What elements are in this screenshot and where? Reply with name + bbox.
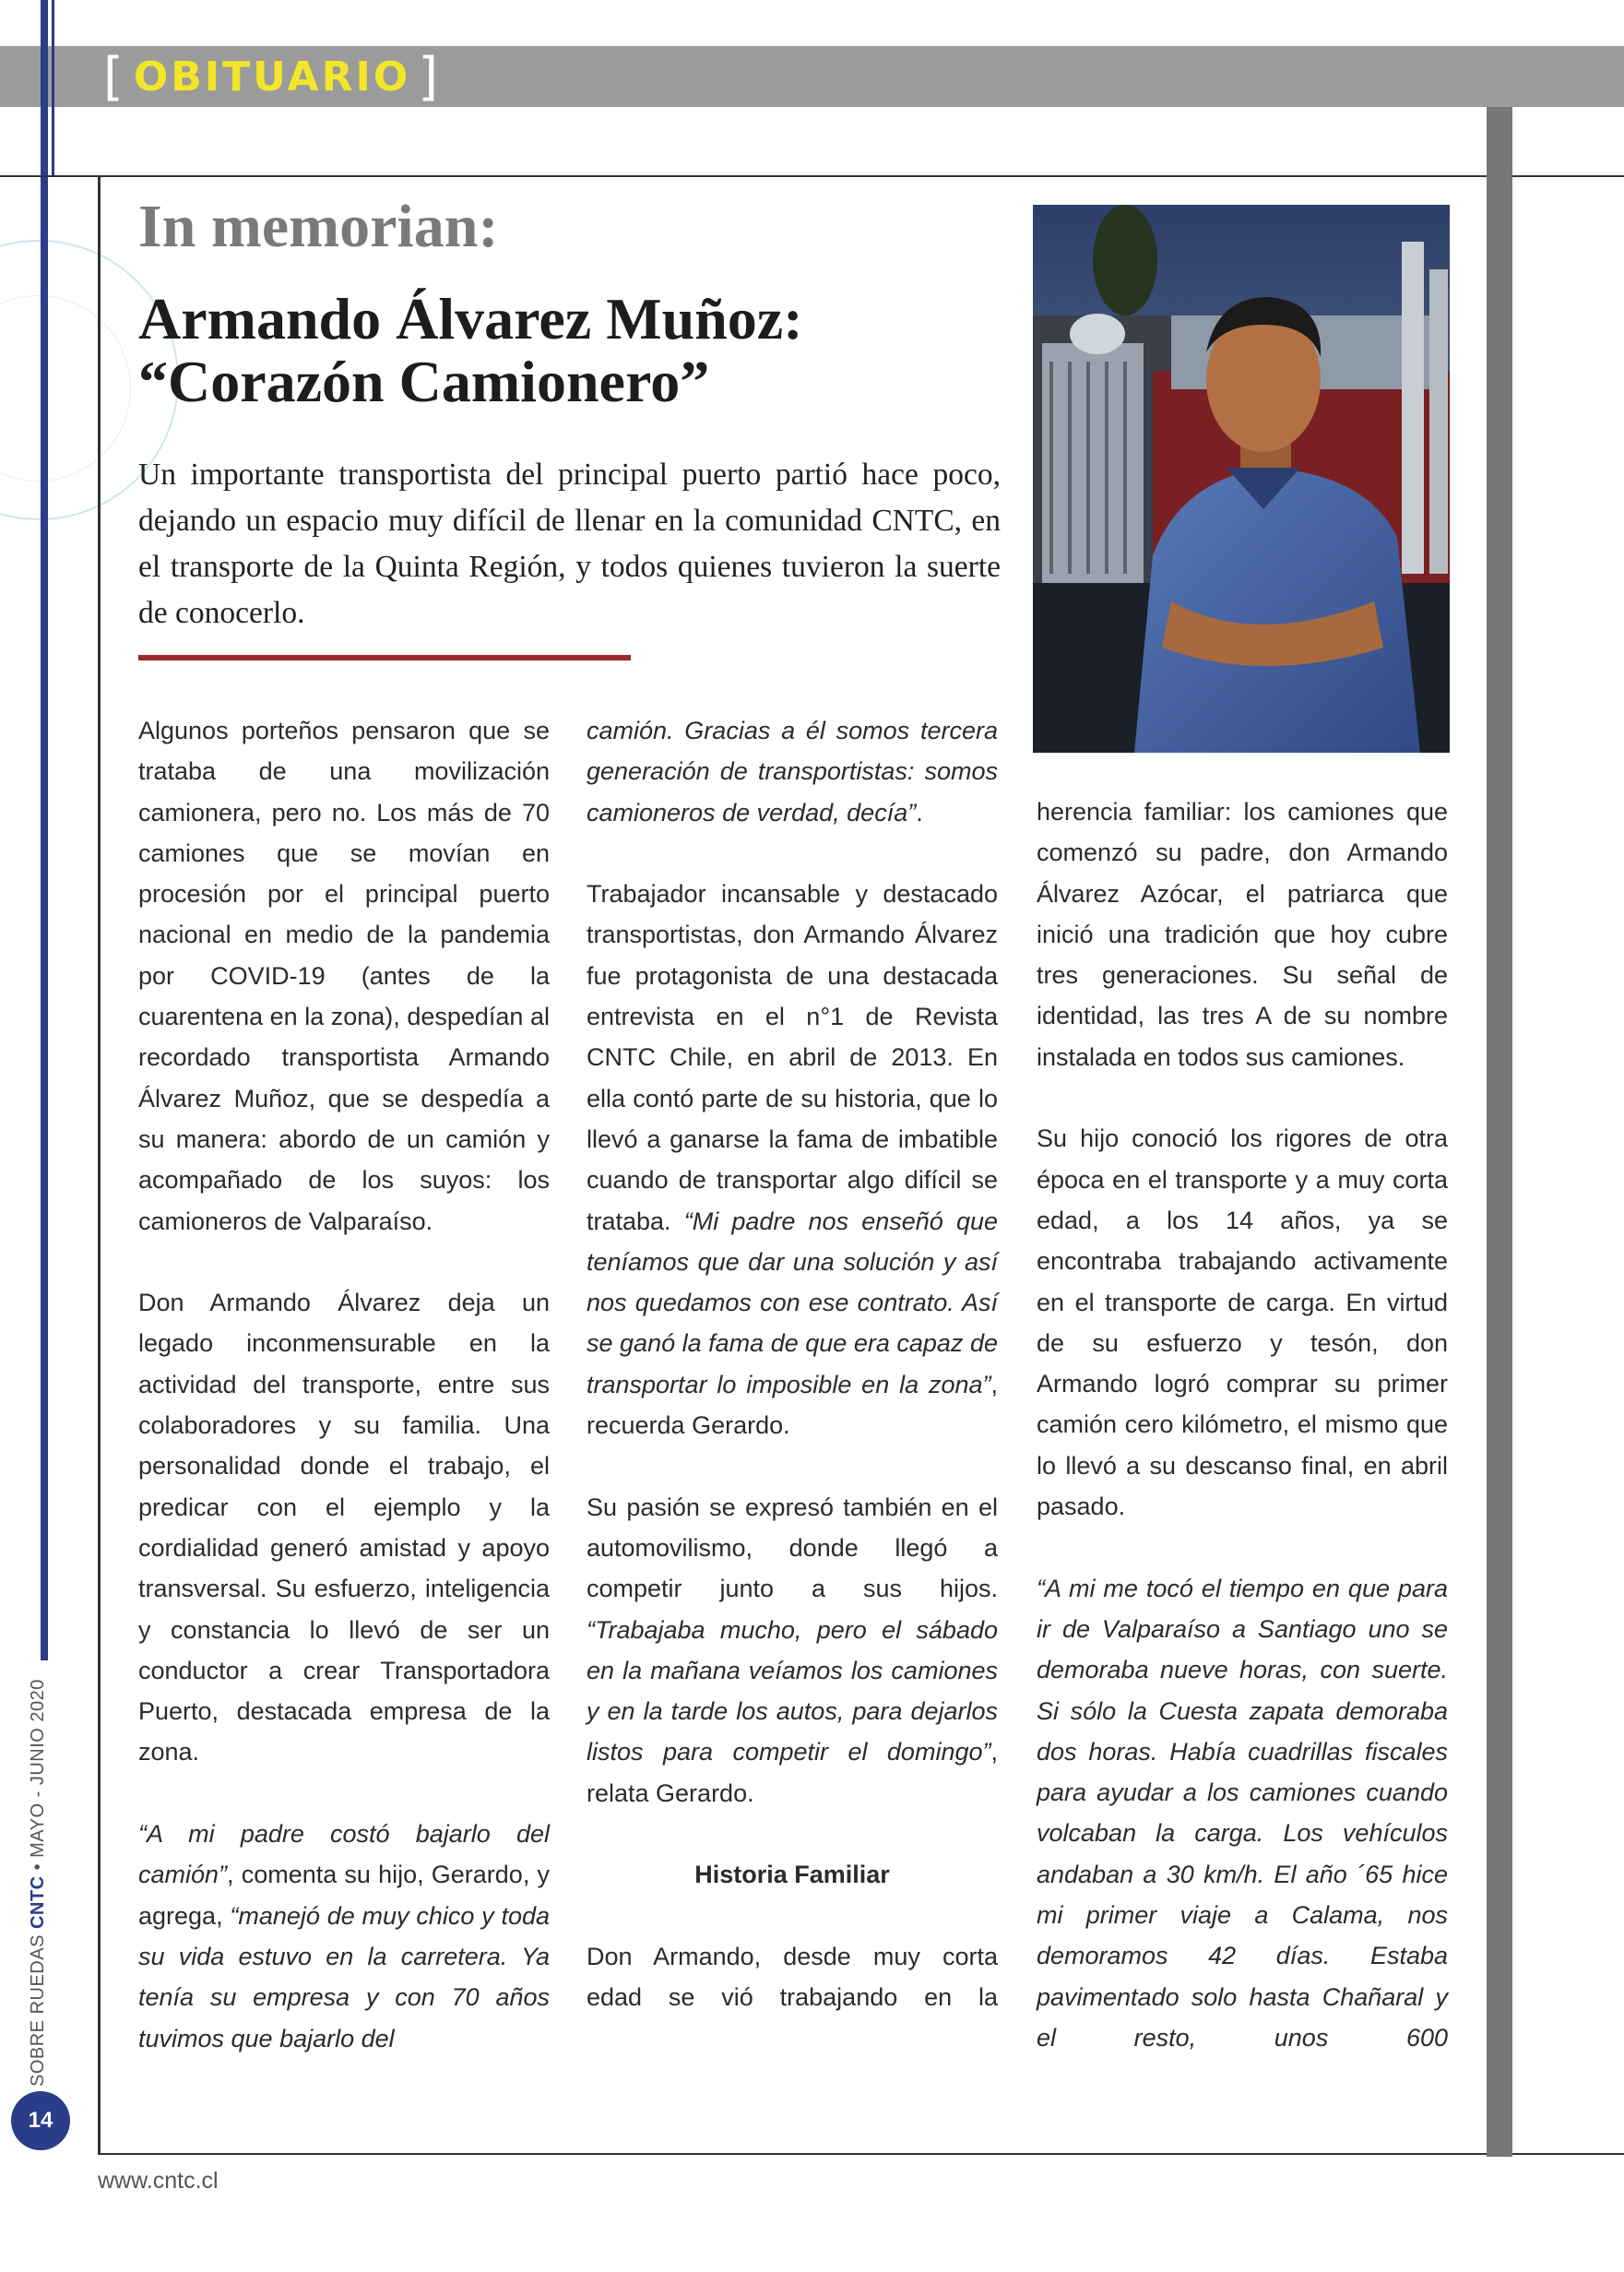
subheading: Historia Familiar [694, 1861, 890, 1889]
side-prefix: SOBRE RUEDAS [28, 1929, 48, 2087]
left-accent-line [41, 0, 48, 1660]
quote: “A mi padre costó bajarlo del camión” [138, 1820, 550, 1889]
left-accent-line [52, 0, 54, 175]
headline-line: “Corazón Camionero” [138, 349, 710, 414]
paragraph [1037, 1568, 1448, 2059]
paragraph [587, 710, 998, 833]
bracket-close: ] [418, 46, 442, 107]
section-label: OBITUARIO [133, 53, 411, 101]
portrait-photo [1033, 205, 1450, 753]
page-number: 14 [11, 2091, 70, 2150]
paragraph: Su hijo conoció los rigores de otra época en el transporte y a muy corta edad, a los 14 años, ya se encontraba trabajando activamente en el transporte de carga. En virtud de su esfuerzo y tesón, don Armando logró comprar su primer camión cero kilómetro, el mismo que lo llevó a su descanso final, en abril pasado. [1037, 1124, 1448, 1521]
bracket-open: [ [103, 46, 126, 107]
text: . [916, 798, 923, 827]
accent-rule [138, 655, 631, 660]
paragraph: Don Armando Álvarez deja un legado inconmensurable en la actividad del transporte, entre sus colaboradores y su familia. Una personalidad donde el trabajo, el predicar con el ejemplo y la cordialidad generó amistad y apoyo transversal. Su esfuerzo, inteligencia y constancia lo llevó de ser un conductor a crear Transportadora Puerto, destacada empresa de la zona. [138, 1289, 550, 1766]
quote: camión. Gracias a él somos tercera generación de transportistas: somos camioneros de verdad, decía” [587, 717, 998, 827]
standfirst: Un importante transportista del principal puerto partió hace poco, dejando un espacio muy difícil de llenar en la comunidad CNTC, en el transporte de la Quinta Región, y todos quienes tuvieron la suerte de conocerlo. [138, 458, 1001, 630]
section-tag [96, 48, 448, 105]
quote: “A mi me tocó el tiempo en que para ir de Valparaíso a Santiago uno se demoraba nueve horas, con suerte. Si sólo la Cuesta zapata demoraba dos horas. Había cuadrillas fiscales para ayudar a los camiones cuando volcaban la carga. Los vehículos andaban a 30 km/h. El año ´65 hice mi primer viaje a Calama, nos demoramos 42 días. Estaba pavimentado solo hasta Chañaral y el resto, unos 600 [1037, 1574, 1448, 2052]
top-rule [0, 175, 1624, 177]
side-publication-info [28, 1679, 49, 2087]
headline [138, 288, 1024, 413]
paragraph [587, 1487, 998, 1814]
paragraph: herencia familiar: los camiones que comenzó su padre, don Armando Álvarez Azócar, el patriarca que inició una tradición que hoy cubre tres generaciones. Su señal de identidad, las tres A de su nombre instalada en todos sus camiones. [1037, 798, 1448, 1071]
right-gray-bar [1487, 107, 1512, 2157]
article-column-3 [1037, 791, 1448, 2058]
text: , comenta su hijo, Gerardo, y agrega, [138, 1861, 550, 1930]
headline-line: Armando Álvarez Muñoz: [138, 286, 803, 351]
text: Su pasión se expresó también en el automovilismo, donde llegó a competir junto a sus hijos. [587, 1493, 998, 1603]
kicker: In memorian: [138, 193, 499, 260]
text: Trabajador incansable y destacado transportistas, don Armando Álvarez fue protagonista de una destacada entrevista en el n°1 de Revista CNTC Chile, en abril de 2013. En ella contó parte de su historia, que lo llevó a ganarse la fama de imbatible cuando de transportar algo difícil se trataba. [587, 880, 998, 1235]
bottom-rule [98, 2153, 1624, 2155]
portrait-photo-drawing [1033, 205, 1450, 753]
text: , relata Gerardo. [587, 1738, 998, 1807]
quote: “manejó de muy chico y toda su vida estuvo en la carretera. Ya tenía su empresa y con 70 años tuvimos que bajarlo del [138, 1901, 550, 2052]
footer-url[interactable]: www.cntc.cl [98, 2168, 219, 2194]
article-column-1 [138, 710, 550, 2059]
paragraph [138, 1814, 550, 2059]
paragraph: Algunos porteños pensaron que se trataba de una movilización camionera, pero no. Los más de 70 camiones que se movían en procesión por el principal puerto nacional en medio de la pandemia por COVID-19 (antes de la cuarentena en la zona), despedían al recordado transportista Armando Álvarez Muñoz, que se despedía a su manera: abordo de un camión y acompañado de los suyos: los camioneros de Valparaíso. [138, 717, 550, 1235]
paragraph: Don Armando, desde muy corta edad se vió trabajando en la [587, 1942, 998, 2012]
article-column-2 [587, 710, 998, 2018]
side-suffix: • MAYO - JUNIO 2020 [28, 1679, 48, 1876]
paragraph [587, 874, 998, 1445]
frame-left-rule [98, 175, 101, 2155]
quote: “Trabajaba mucho, pero el sábado en la mañana veíamos los camiones y en la tarde los autos, para dejarlos listos para competir el domingo” [587, 1615, 998, 1766]
quote: “Mi padre nos enseñó que teníamos que dar una solución y así nos quedamos con ese contrato. Así se ganó la fama de que era capaz de transportar lo imposible en la zona” [587, 1207, 998, 1398]
side-brand: CNTC [28, 1875, 48, 1930]
text: , recuerda Gerardo. [587, 1370, 998, 1440]
